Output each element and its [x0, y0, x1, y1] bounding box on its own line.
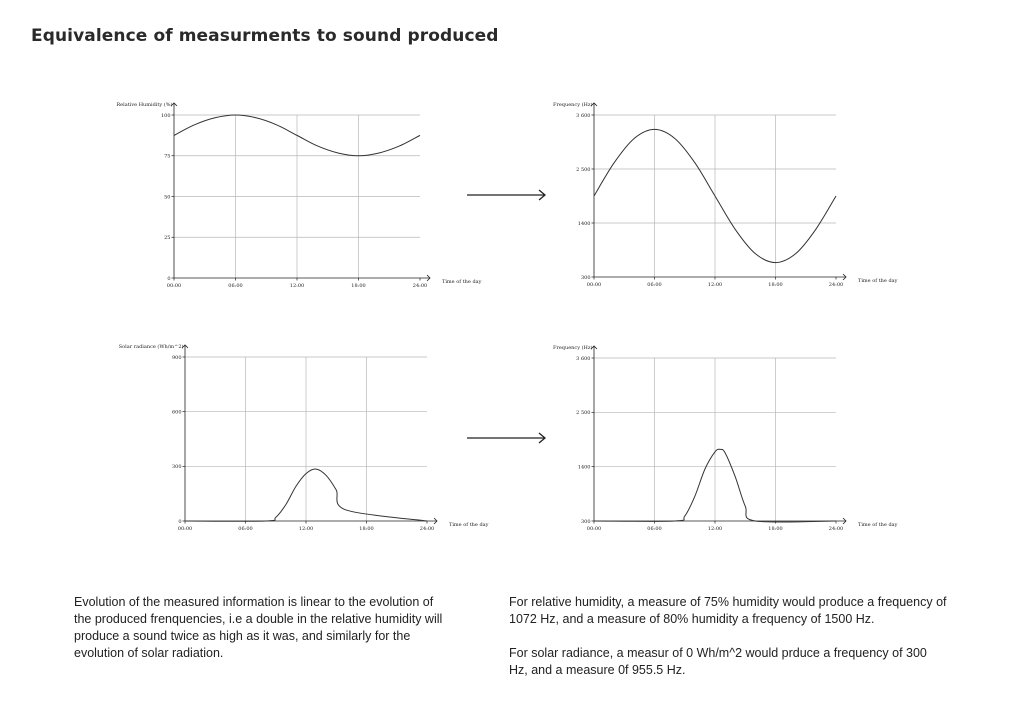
y-axis-label: Relative Humidity (%) [116, 102, 173, 108]
chart-solar-radiance [119, 343, 489, 532]
x-tick-label: 18:00 [768, 526, 783, 532]
chart-frequency-solar [553, 344, 898, 532]
x-tick-label: 18:00 [768, 282, 783, 288]
arrow-bottom [467, 433, 545, 443]
x-tick-label: 00:00 [586, 282, 602, 288]
y-tick-label: 900 [171, 354, 182, 361]
y-tick-label: 2 500 [576, 166, 591, 173]
page-title: Equivalence of measurments to sound produced [31, 26, 499, 46]
x-axis-label: Time of the day [449, 522, 489, 528]
y-tick-label: 2 500 [576, 410, 591, 417]
y-tick-label: 300 [580, 274, 591, 281]
y-tick-label: 600 [171, 409, 182, 416]
x-tick-label: 24:00 [828, 526, 844, 532]
x-tick-label: 06:00 [228, 283, 243, 289]
y-axis-label: Solar radiance (Wh/m^2) [118, 344, 184, 350]
y-tick-label: 75 [164, 153, 171, 160]
x-tick-label: 12:00 [298, 526, 314, 532]
x-tick-label: 24:00 [828, 282, 844, 288]
x-tick-label: 18:00 [359, 526, 374, 532]
y-tick-label: 100 [160, 112, 171, 119]
x-tick-label: 00:00 [177, 526, 193, 532]
x-tick-label: 18:00 [351, 283, 366, 289]
x-axis-label: Time of the day [858, 522, 898, 528]
x-tick-label: 12:00 [289, 283, 305, 289]
y-tick-label: 3 600 [576, 112, 591, 119]
note-examples [509, 594, 949, 696]
y-tick-label: 50 [164, 194, 171, 201]
y-tick-label: 0 [167, 275, 171, 282]
y-tick-label: 1400 [577, 464, 591, 471]
x-tick-label: 06:00 [647, 526, 662, 532]
note-solar-example: For solar radiance, a measur of 0 Wh/m^2 would prduce a frequency of 300 Hz, and a measure 0f 955.5 Hz. [509, 646, 927, 677]
y-axis-label: Frequency (Hz) [552, 345, 593, 351]
y-tick-label: 3 600 [576, 355, 591, 362]
y-tick-label: 300 [580, 518, 591, 525]
x-tick-label: 24:00 [419, 526, 435, 532]
x-tick-label: 12:00 [707, 282, 723, 288]
chart-humidity [116, 101, 481, 289]
x-axis-label: Time of the day [858, 278, 898, 284]
y-tick-label: 1400 [577, 220, 591, 227]
x-tick-label: 06:00 [647, 282, 662, 288]
note-humidity-example: For relative humidity, a measure of 75% humidity would produce a frequency of 1072 Hz, and a measure of 80% humidity a frequency of 1500 Hz. [509, 595, 947, 626]
x-tick-label: 12:00 [707, 526, 723, 532]
x-tick-label: 00:00 [166, 283, 182, 289]
chart-frequency-humidity [553, 101, 898, 288]
y-tick-label: 0 [178, 518, 182, 525]
y-tick-label: 300 [171, 464, 182, 471]
x-tick-label: 24:00 [412, 283, 428, 289]
x-tick-label: 06:00 [238, 526, 253, 532]
y-axis-label: Frequency (Hz) [552, 102, 593, 108]
note-linearity: Evolution of the measured information is linear to the evolution of the produced frenquencies, i.e a double in the relative humidity will produce a sound twice as high as it was, and similarly for the evolution of solar radiation. [74, 595, 443, 660]
x-tick-label: 00:00 [586, 526, 602, 532]
arrow-top [467, 190, 545, 200]
y-tick-label: 25 [164, 235, 171, 242]
x-axis-label: Time of the day [442, 279, 482, 285]
